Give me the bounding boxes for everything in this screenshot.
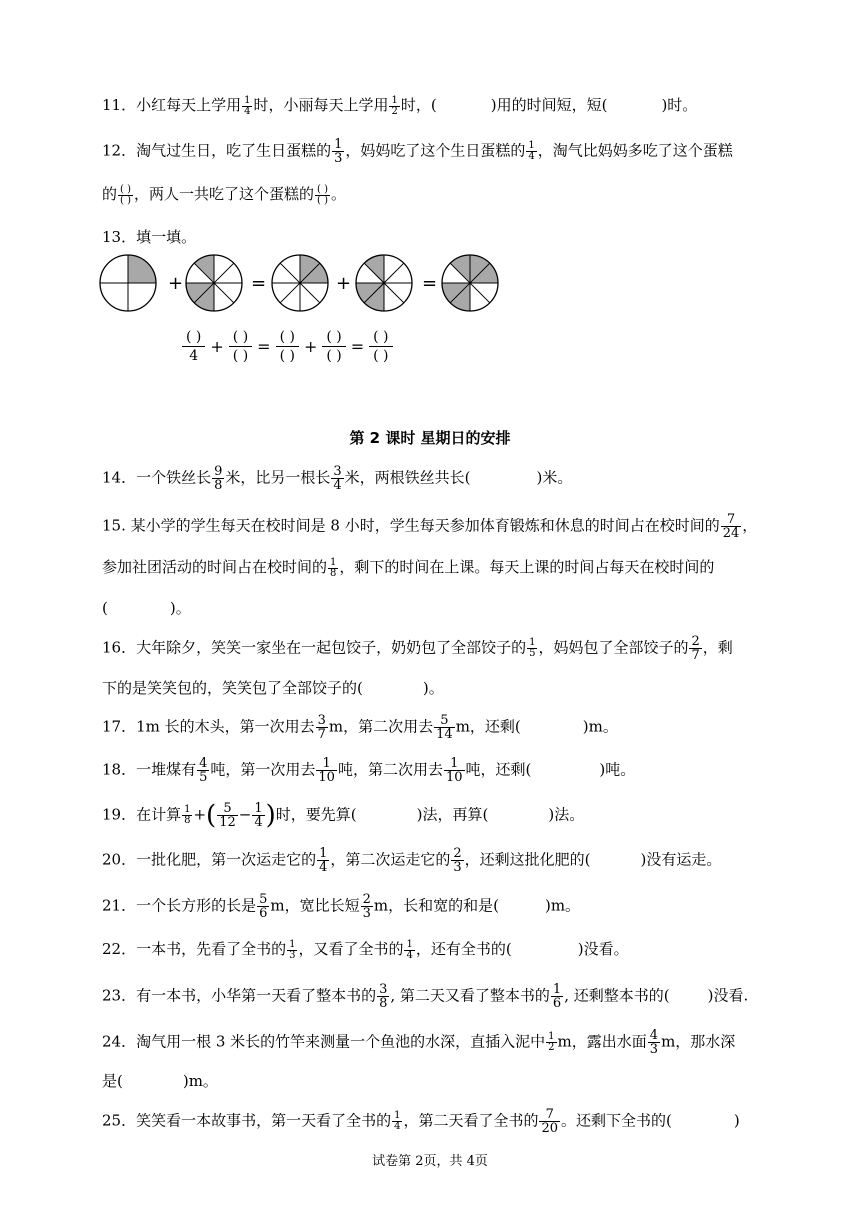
fraction: $\frac{3}{7}$ [317, 713, 326, 742]
fraction: $\frac{1}{2}$ [391, 94, 398, 117]
pie-eighths-shaded [356, 255, 412, 311]
question-17: 17．1m 长的木头，第一次用去 $\frac{3}{7}$ m，第二次用去 $\frac{5}{14}$ m，还剩( )m。 [102, 713, 618, 742]
question-19: 19．在计算 $\frac{1}{8}$ +( $\frac{5}{12}$ − $\frac{1}{4}$ )时，要先算( )法，再算( )法。 [102, 800, 585, 831]
equals-sign: = [251, 273, 267, 294]
fraction: $\frac{1}{8}$ [330, 556, 337, 579]
page-footer: 试卷第 2页，共 4页 [372, 1154, 488, 1169]
question-11: 11．小红每天上学用 $\frac{1}{4}$ 时，小丽每天上学用 $\frac{1}{2}$ 时，( )用的时间短，短( )时。 [102, 94, 698, 117]
fraction: $\frac{1}{5}$ [529, 637, 536, 659]
fraction-blank[interactable]: ( ) ( ) [276, 328, 299, 365]
fraction: $\frac{2}{7}$ [691, 634, 700, 663]
fraction-blank[interactable]: ( ) ( ) [229, 328, 252, 365]
fraction: $\frac{1}{4}$ [319, 846, 328, 875]
question-24-cont: 是( )m。 [102, 1072, 218, 1090]
fraction-blank[interactable]: ( ) ( ) [369, 328, 392, 365]
question-15-cont: 参加社团活动的时间占在校时间的 $\frac{1}{8}$ ，剩下的时间在上课。每天上课的时间占每天在校时间的 [102, 556, 715, 579]
plus-sign: + [168, 273, 184, 294]
question-18: 18．一堆煤有 $\frac{4}{5}$ 吨，第一次用去 $\frac{1}{10}$ 吨，第二次用去 $\frac{1}{10}$ 吨，还剩( )吨。 [102, 756, 636, 785]
plus-sign: + [336, 273, 352, 294]
fraction: $\frac{1}{4}$ [394, 1110, 401, 1132]
fraction: $\frac{5}{14}$ [436, 713, 453, 742]
equals-sign: = [422, 273, 438, 294]
question-25: 25．笑笑看一本故事书，第一天看了全书的 $\frac{1}{4}$ ，第二天看了全书的 $\frac{7}{20}$ 。还剩下全书的( ) [102, 1107, 740, 1136]
fraction: $\frac{1}{3}$ [334, 137, 343, 166]
pie-eighths-shaded [272, 255, 328, 311]
question-16: 16．大年除夕，笑笑一家坐在一起包饺子，奶奶包了全部饺子的 $\frac{1}{5}$ ，妈妈包了全部饺子的 $\frac{2}{7}$ ，剩 [102, 634, 733, 663]
fraction: $\frac{1}{4}$ [244, 94, 251, 117]
fraction: $\frac{1}{4}$ [406, 938, 413, 961]
question-22: 22．一本书，先看了全书的 $\frac{1}{3}$ ，又看了全书的 $\frac{1}{4}$ ，还有全书的( )没看。 [102, 938, 629, 961]
fraction: $\frac{7}{24}$ [722, 512, 740, 541]
fraction-blank[interactable]: ( ) 4 [182, 328, 205, 365]
fraction: $\frac{1}{6}$ [552, 982, 562, 1011]
fraction-equation: ( ) 4 + ( ) ( ) = ( ) ( ) + ( ) ( ) = ( ) ( ) [180, 328, 395, 365]
fraction: $\frac{3}{8}$ [379, 982, 388, 1011]
fraction-blank[interactable]: $\frac{( )}{( )}$ [120, 183, 131, 206]
fraction: $\frac{2}{3}$ [362, 892, 371, 921]
fraction: $\frac{5}{6}$ [259, 892, 268, 921]
fraction: $\frac{7}{20}$ [541, 1107, 559, 1136]
fraction-blank[interactable]: ( ) ( ) [322, 328, 345, 365]
fraction: $\frac{1}{4}$ [254, 801, 263, 830]
fraction: $\frac{2}{3}$ [453, 846, 462, 875]
fraction: $\frac{1}{3}$ [289, 938, 296, 961]
fraction-blank[interactable]: $\frac{( )}{( )}$ [317, 183, 328, 206]
question-16-cont: 下的是笑笑包的，笑笑包了全部饺子的( )。 [102, 679, 444, 697]
pie-figures [96, 250, 506, 318]
question-24: 24．淘气用一根 3 米长的竹竿来测量一个鱼池的水深，直插入泥中 $\frac{1}{2}$ m，露出水面 $\frac{4}{3}$ m，那水深 [102, 1028, 736, 1057]
question-15: 15. 某小学的学生每天在校时间是 8 小时，学生每天参加体育锻炼和休息的时间占在校时间的 $\frac{7}{24}$ ， [102, 512, 758, 541]
fraction: $\frac{1}{10}$ [318, 756, 335, 785]
question-12-cont: 的 $\frac{( )}{( )}$ ，两人一共吃了这个蛋糕的 $\frac{( )}{( )}$ 。 [102, 183, 347, 206]
pie-quarter-one-shaded [100, 255, 156, 311]
question-20: 20．一批化肥，第一次运走它的 $\frac{1}{4}$ ，第二次运走它的 $\frac{2}{3}$ ，还剩这批化肥的( )没有运走。 [102, 846, 722, 875]
question-14: 14．一个铁丝长 $\frac{9}{8}$ 米，比另一根长 $\frac{3}{4}$ 米，两根铁丝共长( )米。 [102, 464, 573, 493]
section-title: 第 2 课时 星期日的安排 [349, 429, 511, 447]
question-21: 21．一个长方形的长是 $\frac{5}{6}$ m，宽比长短 $\frac{2}{3}$ m，长和宽的和是( )m。 [102, 892, 581, 921]
question-12: 12．淘气过生日，吃了生日蛋糕的 $\frac{1}{3}$ ，妈妈吃了这个生日蛋糕的 $\frac{1}{4}$ ，淘气比妈妈多吃了这个蛋糕 [102, 137, 733, 166]
fraction: $\frac{3}{4}$ [333, 464, 342, 493]
fraction: $\frac{5}{12}$ [219, 801, 236, 830]
fraction: $\frac{1}{4}$ [528, 140, 535, 162]
fraction: $\frac{9}{8}$ [214, 464, 223, 493]
fraction: $\frac{1}{8}$ [184, 804, 191, 826]
fraction: $\frac{1}{2}$ [548, 1031, 555, 1053]
fraction: $\frac{4}{5}$ [199, 756, 208, 785]
pie-eighths-shaded [442, 255, 498, 311]
question-13: 13．填一填。 [102, 228, 197, 246]
question-15-answer: ( )。 [102, 599, 191, 617]
fraction: $\frac{4}{3}$ [649, 1028, 659, 1057]
pie-eighths-shaded [186, 255, 242, 311]
fraction: $\frac{1}{10}$ [445, 756, 463, 785]
question-23: 23．有一本书，小华第一天看了整本书的 $\frac{3}{8}$ , 第二天又看了整本书的 $\frac{1}{6}$ , 还剩整本书的( )没看. [102, 982, 749, 1011]
